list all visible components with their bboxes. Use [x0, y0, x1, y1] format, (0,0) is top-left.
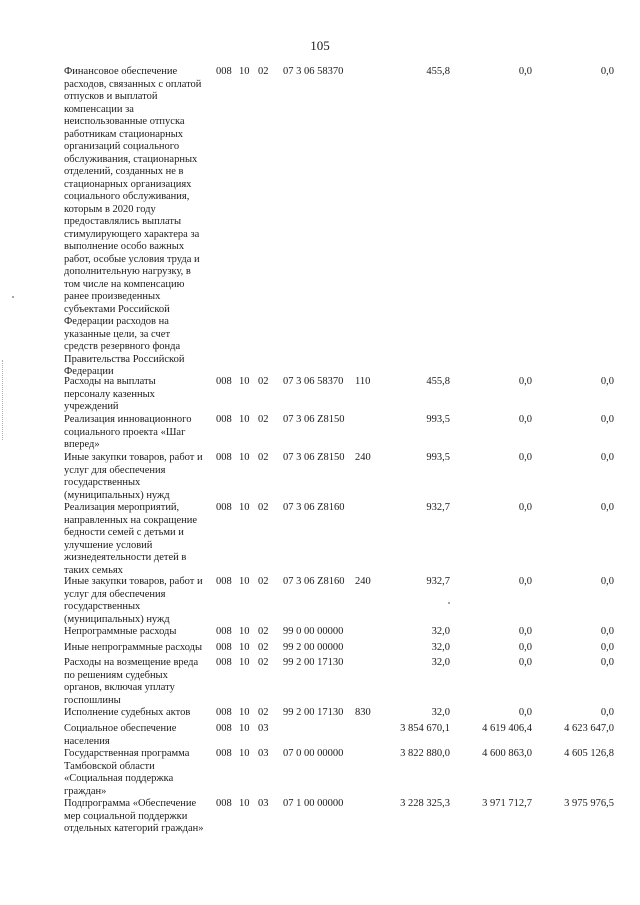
- row-subsection-code: 02: [258, 642, 269, 653]
- row-subsection-code: 02: [258, 626, 269, 637]
- row-value-2022: 0,0: [518, 452, 532, 463]
- row-value-2023: 0,0: [600, 707, 614, 718]
- row-value-2021: 32,0: [431, 626, 450, 637]
- row-target-code: 07 3 06 58370: [283, 376, 344, 387]
- row-expense-type: 830: [355, 707, 371, 718]
- row-name: Реализация инновационного социального проекта «Шаг вперед»: [64, 414, 192, 450]
- row-admin-code: 008: [216, 452, 232, 463]
- row-value-2022: 3 971 712,7: [482, 798, 532, 809]
- row-subsection-code: 02: [258, 707, 269, 718]
- row-value-2023: 0,0: [600, 414, 614, 425]
- row-value-2023: 3 975 976,5: [564, 798, 614, 809]
- row-admin-code: 008: [216, 66, 232, 77]
- row-name: Непрограммные расходы: [64, 626, 177, 637]
- row-expense-type: 240: [355, 576, 371, 587]
- row-admin-code: 008: [216, 657, 232, 668]
- row-section-code: 10: [239, 748, 250, 759]
- row-section-code: 10: [239, 657, 250, 668]
- row-name: Подпрограмма «Обеспечение мер социальной поддержки отдельных категорий граждан»: [64, 798, 204, 834]
- row-section-code: 10: [239, 626, 250, 637]
- row-value-2021: 993,5: [426, 414, 450, 425]
- row-section-code: 10: [239, 502, 250, 513]
- row-section-code: 10: [239, 66, 250, 77]
- row-value-2022: 0,0: [518, 502, 532, 513]
- row-value-2021: 455,8: [426, 376, 450, 387]
- row-admin-code: 008: [216, 502, 232, 513]
- row-value-2022: 0,0: [518, 707, 532, 718]
- row-admin-code: 008: [216, 376, 232, 387]
- row-value-2021: 32,0: [431, 707, 450, 718]
- row-section-code: 10: [239, 414, 250, 425]
- row-value-2022: 0,0: [518, 414, 532, 425]
- row-name: Государственная программа Тамбовской области «Социальная поддержка граждан»: [64, 748, 190, 797]
- row-value-2021: 3 228 325,3: [400, 798, 450, 809]
- row-value-2021: 32,0: [431, 657, 450, 668]
- row-value-2021: 993,5: [426, 452, 450, 463]
- row-section-code: 10: [239, 452, 250, 463]
- row-value-2023: 0,0: [600, 376, 614, 387]
- row-section-code: 10: [239, 723, 250, 734]
- row-value-2022: 0,0: [518, 376, 532, 387]
- row-section-code: 10: [239, 798, 250, 809]
- row-admin-code: 008: [216, 707, 232, 718]
- row-subsection-code: 02: [258, 414, 269, 425]
- row-value-2022: 0,0: [518, 642, 532, 653]
- row-value-2022: 0,0: [518, 626, 532, 637]
- row-target-code: 07 3 06 Z8160: [283, 576, 345, 587]
- row-name: Расходы на выплаты персоналу казенных учреждений: [64, 376, 156, 412]
- row-value-2023: 0,0: [600, 502, 614, 513]
- row-value-2022: 4 619 406,4: [482, 723, 532, 734]
- row-value-2023: 0,0: [600, 642, 614, 653]
- row-admin-code: 008: [216, 576, 232, 587]
- row-target-code: 99 2 00 17130: [283, 707, 344, 718]
- row-name: Иные закупки товаров, работ и услуг для обеспечения государственных (муниципальных) нужд: [64, 576, 203, 625]
- row-name: Исполнение судебных актов: [64, 707, 191, 718]
- row-section-code: 10: [239, 642, 250, 653]
- row-target-code: 07 1 00 00000: [283, 798, 344, 809]
- row-subsection-code: 03: [258, 798, 269, 809]
- row-subsection-code: 02: [258, 66, 269, 77]
- row-value-2023: 0,0: [600, 626, 614, 637]
- row-expense-type: 110: [355, 376, 371, 387]
- row-expense-type: 240: [355, 452, 371, 463]
- row-subsection-code: 03: [258, 723, 269, 734]
- row-subsection-code: 02: [258, 576, 269, 587]
- row-value-2023: 0,0: [600, 576, 614, 587]
- row-name: Расходы на возмещение вреда по решениям судебных органов, включая уплату госпошлины: [64, 657, 199, 706]
- row-target-code: 99 0 00 00000: [283, 626, 344, 637]
- row-subsection-code: 02: [258, 452, 269, 463]
- row-name: Социальное обеспечение населения: [64, 723, 177, 747]
- page-number: 105: [310, 38, 330, 53]
- row-value-2023: 4 623 647,0: [564, 723, 614, 734]
- row-subsection-code: 03: [258, 748, 269, 759]
- row-value-2021: 932,7: [426, 502, 450, 513]
- row-target-code: 07 3 06 Z8150: [283, 452, 345, 463]
- row-value-2022: 0,0: [518, 576, 532, 587]
- row-target-code: 07 3 06 58370: [283, 66, 344, 77]
- row-subsection-code: 02: [258, 376, 269, 387]
- row-section-code: 10: [239, 576, 250, 587]
- row-target-code: 99 2 00 17130: [283, 657, 344, 668]
- row-admin-code: 008: [216, 723, 232, 734]
- row-target-code: 07 0 00 00000: [283, 748, 344, 759]
- row-target-code: 07 3 06 Z8160: [283, 502, 345, 513]
- row-value-2021: 932,7: [426, 576, 450, 587]
- row-value-2022: 0,0: [518, 66, 532, 77]
- row-section-code: 10: [239, 707, 250, 718]
- row-target-code: 07 3 06 Z8150: [283, 414, 345, 425]
- row-value-2023: 0,0: [600, 657, 614, 668]
- row-value-2021: 3 854 670,1: [400, 723, 450, 734]
- row-admin-code: 008: [216, 626, 232, 637]
- row-value-2021: 32,0: [431, 642, 450, 653]
- row-admin-code: 008: [216, 748, 232, 759]
- row-value-2023: 4 605 126,8: [564, 748, 614, 759]
- row-admin-code: 008: [216, 642, 232, 653]
- row-subsection-code: 02: [258, 502, 269, 513]
- row-value-2023: 0,0: [600, 66, 614, 77]
- row-value-2023: 0,0: [600, 452, 614, 463]
- row-subsection-code: 02: [258, 657, 269, 668]
- row-value-2021: 455,8: [426, 66, 450, 77]
- row-value-2021: 3 822 880,0: [400, 748, 450, 759]
- row-value-2022: 4 600 863,0: [482, 748, 532, 759]
- row-name: Финансовое обеспечение расходов, связанных с оплатой отпусков и выплатой компенсации за неиспользованные отпуска работникам стационарных организаций социального обслуживания, стационарных отделений, созданных не в стационарных организациях социального обслуживания, которым в 2020 году предоставлялись выплаты стимулирующего характера за выполнение особо важных работ, особые условия труда и дополнительную нагрузку, в том числе на компенсацию ранее произведенных субъектами Российской Федерации расходов на указанные цели, за счет средств резервного фонда Правительства Российской Федерации: [64, 66, 202, 377]
- row-section-code: 10: [239, 376, 250, 387]
- row-name: Иные непрограммные расходы: [64, 642, 203, 653]
- row-value-2022: 0,0: [518, 657, 532, 668]
- row-name: Иные закупки товаров, работ и услуг для обеспечения государственных (муниципальных) нужд: [64, 452, 203, 501]
- row-target-code: 99 2 00 00000: [283, 642, 344, 653]
- row-name: Реализация мероприятий, направленных на сокращение бедности семей с детьми и улучшение условий жизнедеятельности детей в таких семьях: [64, 502, 198, 576]
- row-admin-code: 008: [216, 414, 232, 425]
- row-admin-code: 008: [216, 798, 232, 809]
